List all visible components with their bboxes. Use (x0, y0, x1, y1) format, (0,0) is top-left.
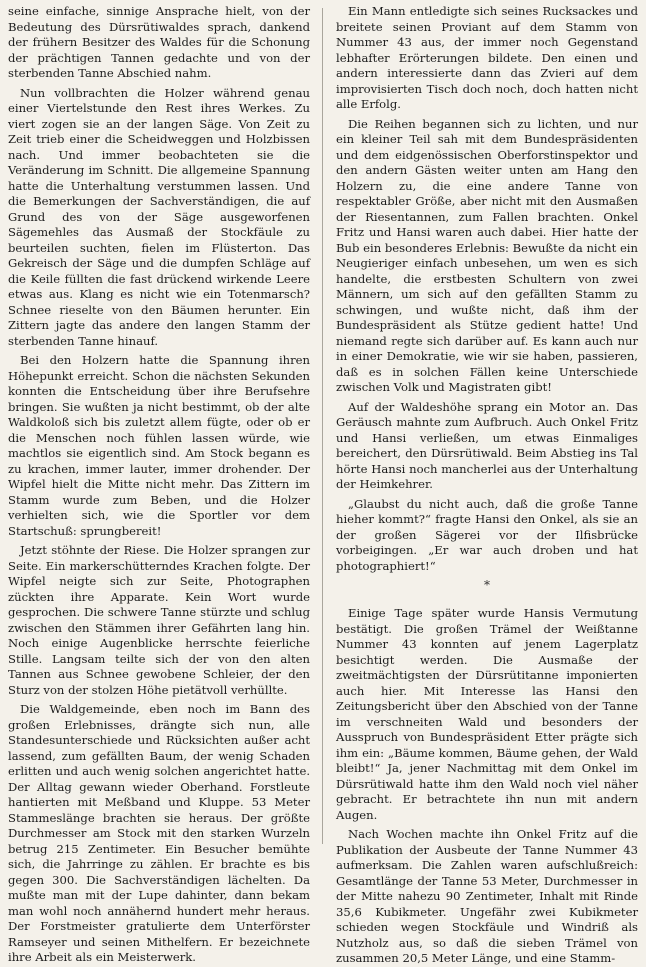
left-column (8, 4, 310, 964)
paragraph: Die Waldgemeinde, eben noch im Bann des großen Erlebnisses, drängte sich nun, alle Standesunterschiede und Rücksichten außer acht lassend, zum gefällten Baum, der wenig Schaden erlitten und auch wenig solchen angerichtet hatte. Der Alltag gewann wieder Oberhand. Forstleute hantierten mit Meßband und Kluppe. 53 Meter Stammeslänge brachten sie heraus. Der größte Durchmesser am Stock mit den starken Wurzeln betrug 215 Zentimeter. Ein Besucher bemühte sich, die Jahrringe zu zählen. Er brachte es bis gegen 300. Die Sachverständigen lächelten. Da mußte man mit der Lupe dahinter, dann bekam man wohl noch annähernd hundert mehr heraus. Der Forstmeister gratulierte dem Unterförster Ramseyer und seinen Mithelfern. Er bezeichnete ihre Arbeit als ein Meisterwerk. (8, 702, 310, 964)
paragraph: „Glaubst du nicht auch, daß die große Tanne hieher kommt?“ fragte Hansi den Onkel, als sie an der großen Sägerei vor der Ilfisbrücke vorbeigingen. „Er war auch droben und hat photographiert!“ (336, 496, 638, 573)
right-column (336, 4, 638, 965)
paragraph: seine einfache, sinnige Ansprache hielt, von der Bedeutung des Dürsrütiwaldes sprach, dankend der frühern Besitzer des Waldes für die Schonung der prächtigen Tannen gedachte und von der sterbenden Tanne Abschied nahm. (8, 4, 310, 80)
paragraph: Auf der Waldeshöhe sprang ein Motor an. Das Geräusch mahnte zum Aufbruch. Auch Onkel Fritz und Hansi verließen, um etwas Einmaliges bereichert, den Dürsrütiwald. Beim Abstieg ins Tal hörte Hansi noch mancherlei aus der Unterhaltung der Heimkehrer. (336, 399, 638, 491)
paragraph: Die Reihen begannen sich zu lichten, und nur ein kleiner Teil sah mit dem Bundespräsidenten und dem eidgenössischen Oberforstinspektor und den andern Gästen weiter unten am Hang den Holzern zu, die eine andere Tanne von respektabler Größe, aber nicht mit den Ausmaßen der Riesentannen, zum Fallen brachten. Onkel Fritz und Hansi waren auch dabei. Hier hatte der Bub ein besonderes Erlebnis: Bewußte da nicht ein Neugieriger einfach unbesehen, um wen es sich handelte, die erstbesten Schultern von zwei Männern, um sich auf den gefällten Stamm zu schwingen, und wußte nicht, daß ihm der Bundespräsident als Stütze gedient hatte! Und niemand regte sich darüber auf. Es kann auch nur in einer Demokratie, wie wir sie haben, passieren, daß es in solchen Fällen keine Unterschiede zwischen Volk und Magistraten gibt! (336, 116, 638, 394)
paragraph: Bei den Holzern hatte die Spannung ihren Höhepunkt erreicht. Schon die nächsten Sekunden konnten die Entscheidung über ihre Berufsehre bringen. Sie wußten ja nicht bestimmt, ob der alte Waldkoloß sich bis zuletzt allem fügte, oder ob er die Menschen noch fühlen lassen würde, wie machtlos sie eigentlich sind. Am Stock begann es zu krachen, immer lauter, immer drohender. Der Wipfel hielt die Mitte nicht mehr. Das Zittern im Stamm wurde zum Beben, und die Holzer verhielten sich, wie die Sportler vor dem Startschuß: sprungbereit! (8, 353, 310, 538)
section-separator: * (484, 578, 490, 592)
paragraph: Ein Mann entledigte sich seines Rucksackes und breitete seinen Proviant auf dem Stamm von Nummer 43 aus, der immer noch Gegenstand lebhafter Erörterungen bildete. Den einen und andern interessierte dann das Zvieri auf dem improvisierten Tisch doch noch, doch hatten nicht alle Erfolg. (336, 4, 638, 111)
paragraph: Nun vollbrachten die Holzer während genau einer Viertelstunde den Rest ihres Werkes. Zu viert zogen sie an der langen Säge. Von Zeit zu Zeit trieb einer die Scheidweggen und Holzbissen nach. Und immer beobachteten sie die Veränderung im Schnitt. Die allgemeine Spannung hatte die Unterhaltung verstummen lassen. Und die Bemerkungen der Sachverständigen, die auf Grund des von der Säge ausgeworfenen Sägemehles das Ausmaß der Stockfäule zu beurteilen suchten, fielen im Flüsterton. Das Gekreisch der Säge und die dumpfen Schläge auf die Keile füllten die fast drückend wirkende Leere etwas aus. Klang es nicht wie ein Totenmarsch? Schnee rieselte von den Bäumen herunter. Ein Zittern jagte das andere den langen Stamm der sterbenden Tanne hinauf. (8, 85, 310, 348)
paragraph: Einige Tage später wurde Hansis Vermutung bestätigt. Die großen Trämel der Weißtanne Nummer 43 konnten auf jenem Lagerplatz besichtigt werden. Die Ausmaße der zweitmächtigsten der Dürsrütitanne imponierten auch hier. Mit Interesse las Hansi den Zeitungsbericht über den Abschied von der Tanne im verschneiten Wald und besonders der Ausspruch von Bundespräsident Etter prägte sich ihm ein: „Bäume kommen, Bäume gehen, der Wald bleibt!“ Ja, jener Nachmittag mit dem Onkel im Dürsrütiwald hatte ihm den Wald noch viel näher gebracht. Er betrachtete ihn nun mit andern Augen. (336, 606, 638, 822)
column-divider (322, 8, 323, 844)
paragraph: Jetzt stöhnte der Riese. Die Holzer sprangen zur Seite. Ein markerschütterndes Krachen folgte. Der Wipfel neigte sich zur Seite, Photographen zückten ihre Apparate. Kein Wort wurde gesprochen. Die schwere Tanne stürzte und schlug zwischen den Stämmen ihrer Gefährten lang hin. Noch einige Augenblicke herrschte feierliche Stille. Langsam teilte sich der von den alten Tannen aus Schnee gewobene Schleier, der den Sturz von der stolzen Höhe pietätvoll verhüllte. (8, 543, 310, 697)
paragraph: Nach Wochen machte ihn Onkel Fritz auf die Publikation der Ausbeute der Tanne Nummer 43 aufmerksam. Die Zahlen waren aufschlußreich: Gesamtlänge der Tanne 53 Meter, Durchmesser in der Mitte nahezu 90 Zentimeter, Inhalt mit Rinde 35,6 Kubikmeter. Ungefähr zwei Kubikmeter schieden wegen Stockfäule und Windriß als Nutzholz aus, so daß die sieben Trämel von zusammen 20,5 Meter Länge, und eine Stamm- (336, 827, 638, 965)
